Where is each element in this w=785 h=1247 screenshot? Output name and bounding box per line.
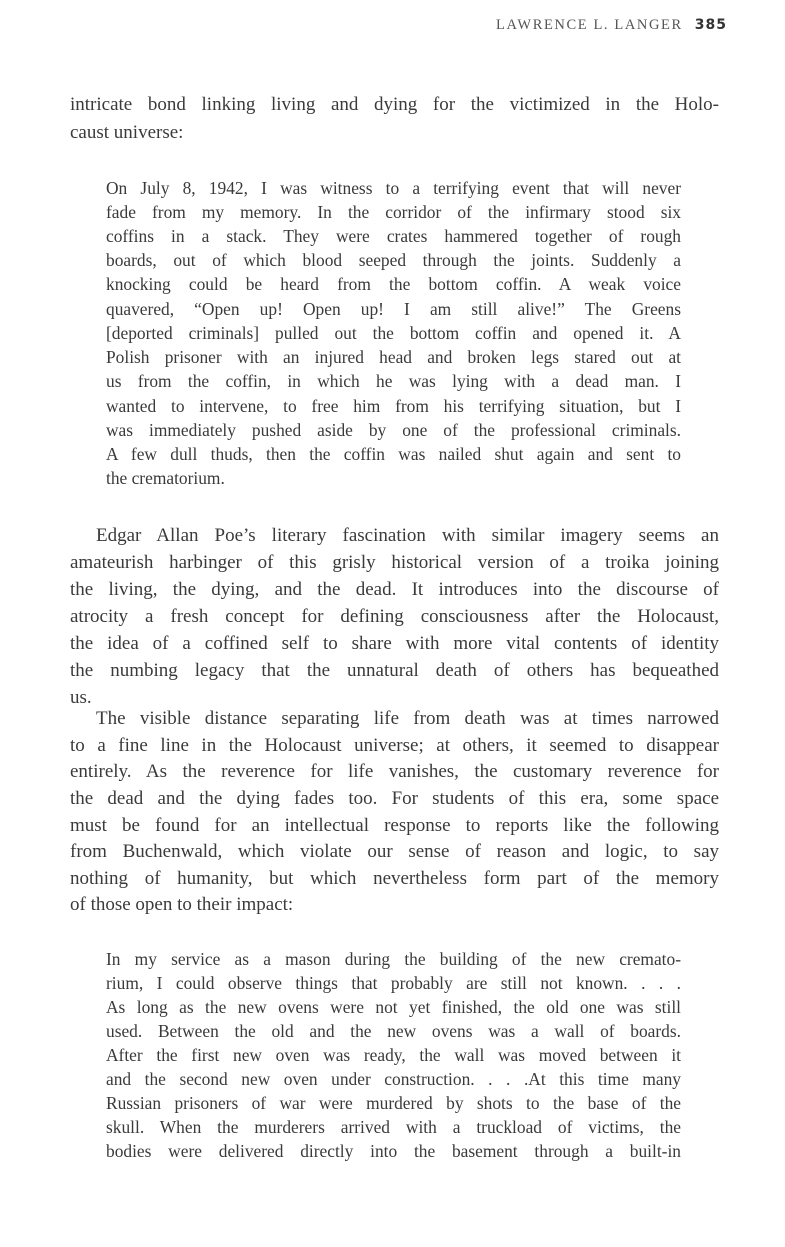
quote-line: used. Between the old and the new ovens was a wall of boards. [106,1021,681,1041]
text-line: the dead and the dying fades too. For students of this era, some space [70,788,719,809]
quote-line: A few dull thuds, then the coffin was nailed shut again and sent to [106,444,681,464]
text-line: amateurish harbinger of this grisly historical version of a troika joining [70,552,719,573]
quote-line: the crematorium. [106,468,225,488]
quote-line: knocking could be heard from the bottom coffin. A weak voice [106,274,681,294]
text-line: to a fine line in the Holocaust universe; at others, it seemed to disappear [70,735,719,756]
text-line: must be found for an intellectual response to reports like the following [70,815,719,836]
running-header-author: LAWRENCE L. LANGER [496,17,683,33]
text-line: nothing of humanity, but which nevertheless form part of the memory [70,868,719,889]
quote-line: quavered, “Open up! Open up! I am still alive!” The Greens [106,299,681,319]
text-line: from Buchenwald, which violate our sense of reason and logic, to say [70,841,719,862]
text-line: atrocity a fresh concept for defining consciousness after the Holocaust, [70,606,719,627]
running-header [496,17,727,34]
page-number: 385 [694,17,727,33]
text-line: us. [70,687,92,708]
quote-line: fade from my memory. In the corridor of the infirmary stood six [106,202,681,222]
quote-line: coffins in a stack. They were crates hammered together of rough [106,226,681,246]
quote-line: In my service as a mason during the building of the new cremato- [106,949,681,969]
quote-line: was immediately pushed aside by one of the professional criminals. [106,420,681,440]
quote-line: and the second new oven under construction. . . .At this time many [106,1069,681,1089]
text-line: intricate bond linking living and dying for the victimized in the Holo- [70,94,719,115]
quote-line: skull. When the murderers arrived with a truckload of victims, the [106,1117,681,1137]
quote-line: rium, I could observe things that probably are still not known. . . . [106,973,681,993]
quote-line: [deported criminals] pulled out the bottom coffin and opened it. A [106,323,681,343]
quote-line: As long as the new ovens were not yet finished, the old one was still [106,997,681,1017]
text-line: caust universe: [70,122,184,143]
quote-line: wanted to intervene, to free him from his terrifying situation, but I [106,396,681,416]
text-line: the idea of a coffined self to share with more vital contents of identity [70,633,719,654]
quote-line: On July 8, 1942, I was witness to a terrifying event that will never [106,178,681,198]
quote-line: Russian prisoners of war were murdered by shots to the base of the [106,1093,681,1113]
text-line: the numbing legacy that the unnatural death of others has bequeathed [70,660,719,681]
text-line: entirely. As the reverence for life vanishes, the customary reverence for [70,761,719,782]
text-line: the living, the dying, and the dead. It introduces into the discourse of [70,579,719,600]
quote-line: us from the coffin, in which he was lying with a dead man. I [106,371,681,391]
quote-line: boards, out of which blood seeped through the joints. Suddenly a [106,250,681,270]
quote-line: After the first new oven was ready, the wall was moved between it [106,1045,681,1065]
text-line: The visible distance separating life from death was at times narrowed [96,708,719,729]
text-line: Edgar Allan Poe’s literary fascination with similar imagery seems an [96,525,719,546]
quote-line: bodies were delivered directly into the basement through a built-in [106,1141,681,1161]
quote-line: Polish prisoner with an injured head and broken legs stared out at [106,347,681,367]
text-line: of those open to their impact: [70,894,294,915]
